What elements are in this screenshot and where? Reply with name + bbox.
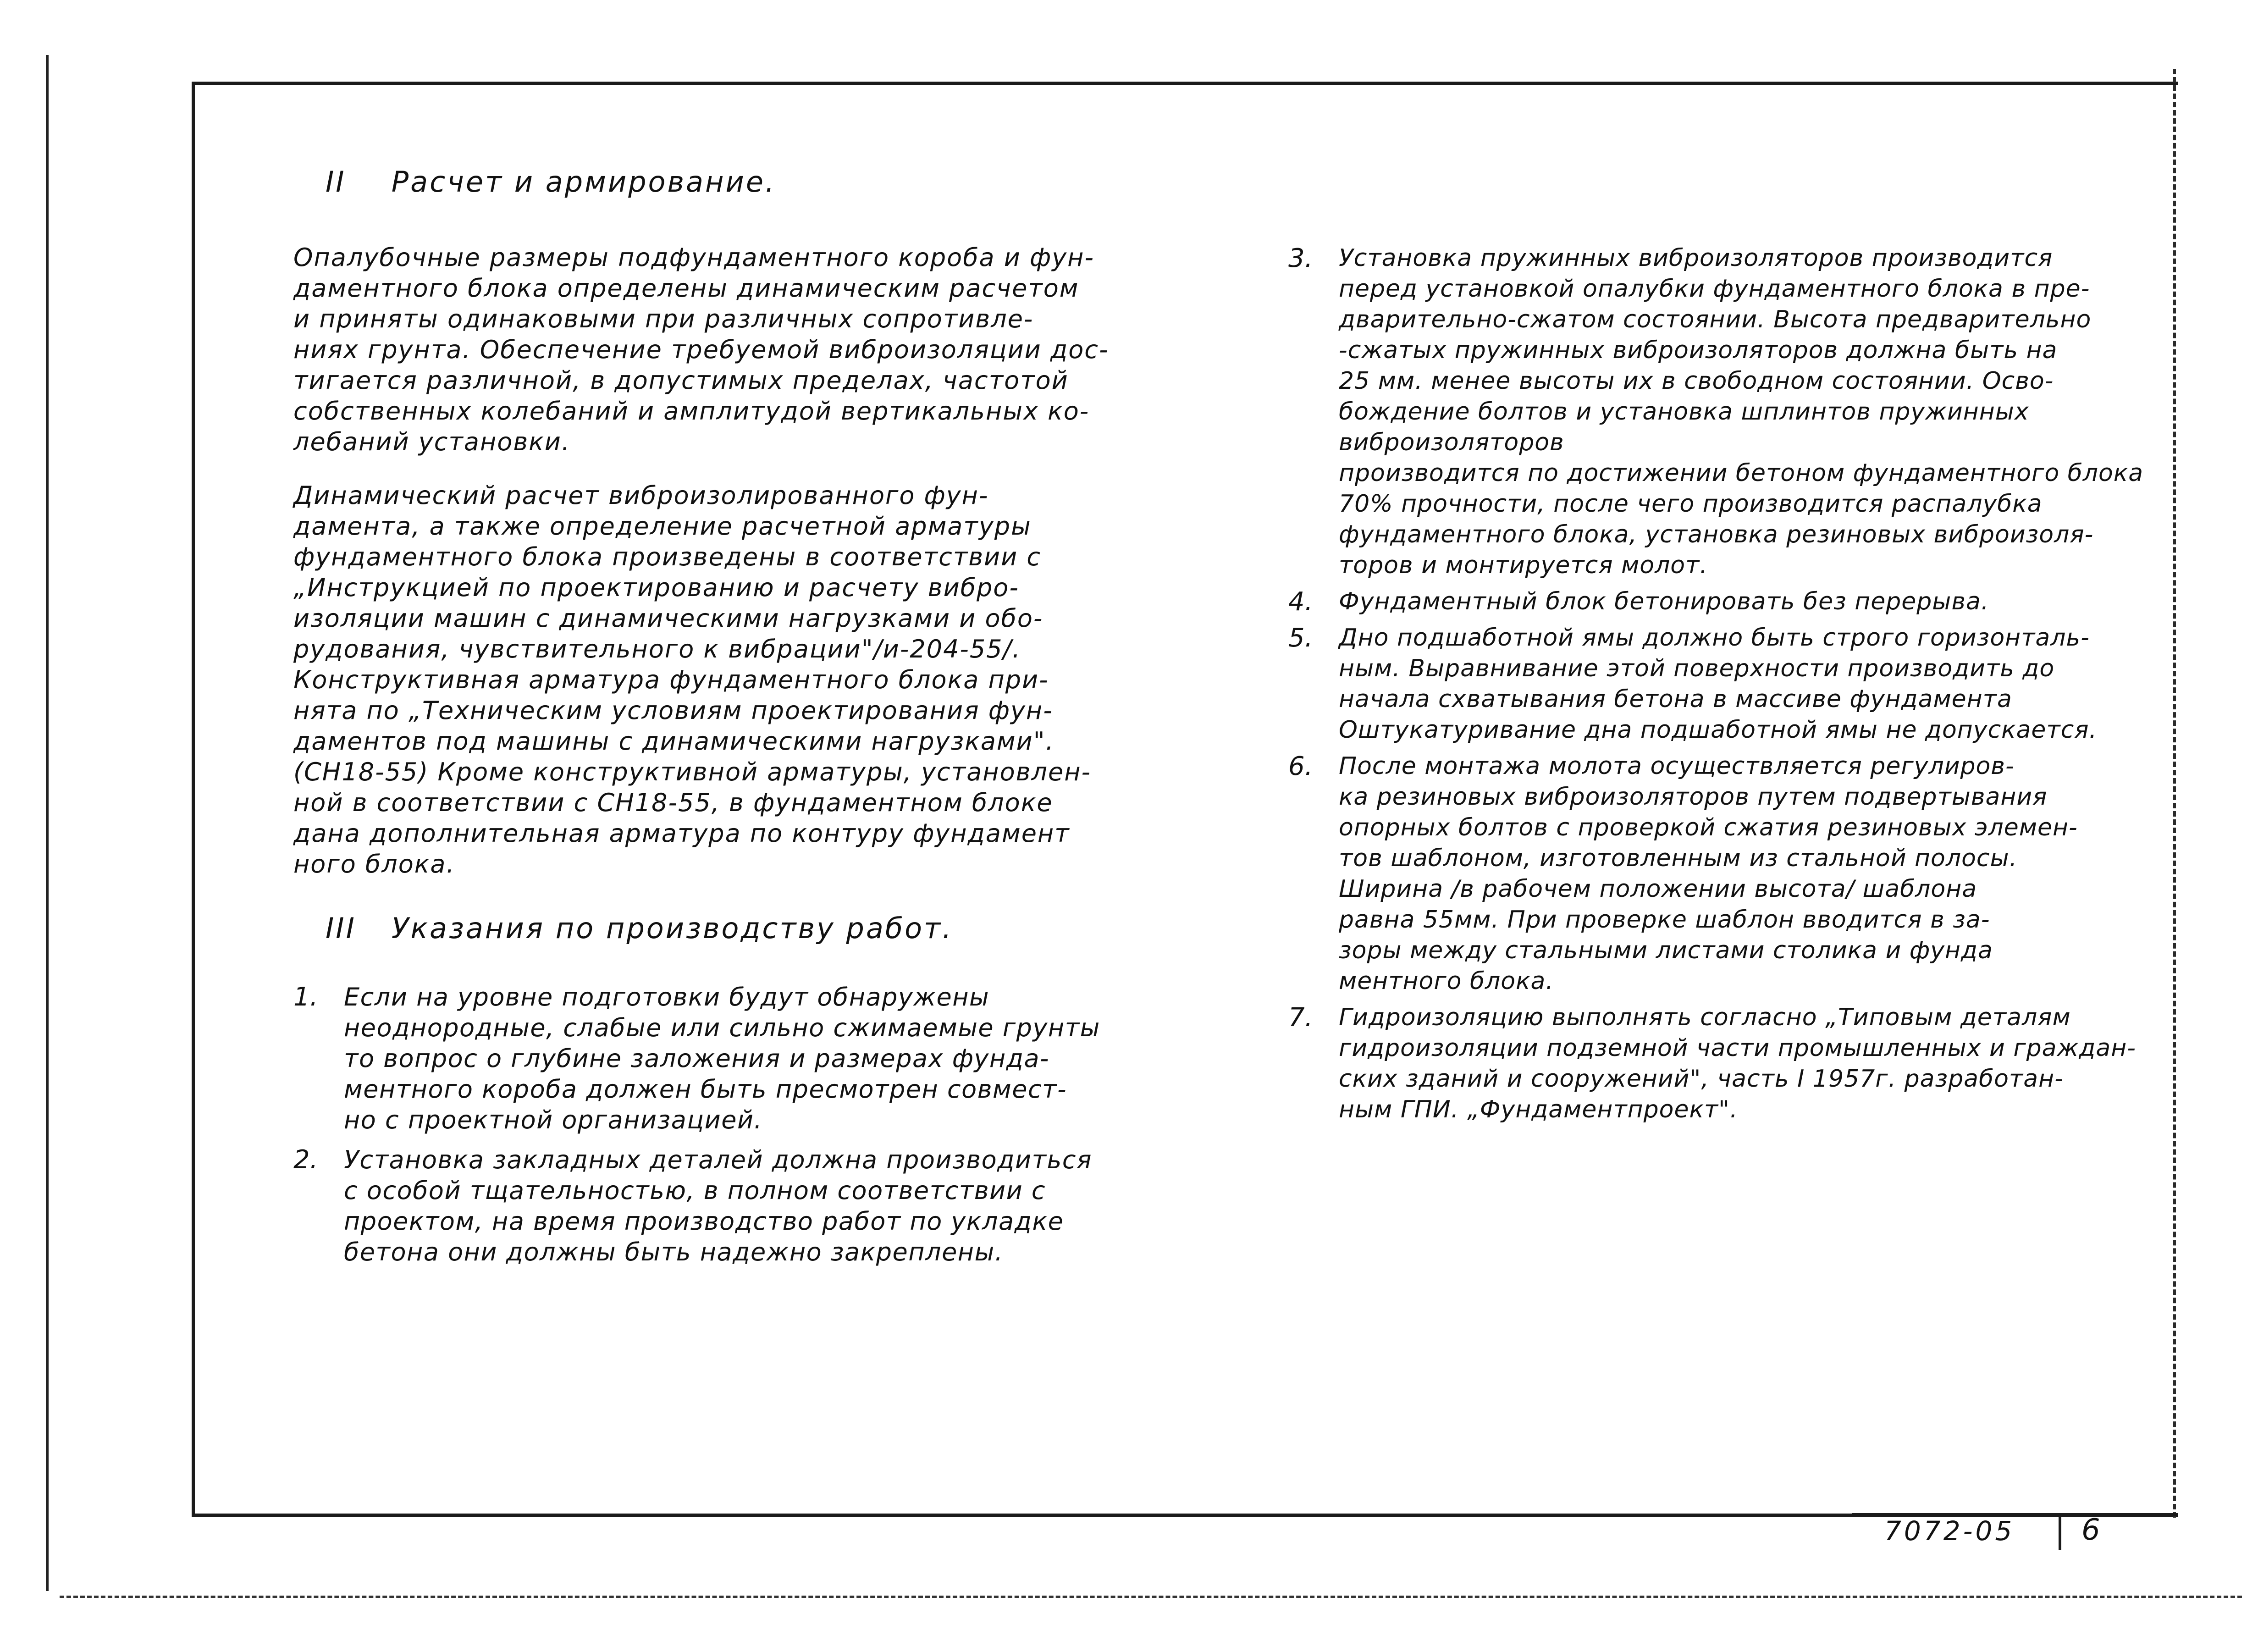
right-column bbox=[1288, 243, 2187, 1131]
calc-paragraph-1: Опалубочные размеры подфундаментного короба и фун- даментного блока определены динамическим расчетом и приняты одинаковыми при различных сопротивле- ниях грунта. Обеспечение требуемой виброизоляции дос- тигается различной, в допустимых пределах, частотой собственных колебаний и амплитудой вертикальных ко- лебаний установки. bbox=[293, 243, 1109, 456]
item-text: Дно подшаботной ямы должно быть строго горизонталь- ным. Выравнивание этой поверхности производить до начала схватывания бетона в массиве фундамента Оштукатуривание дна подшаботной ямы не допускается. bbox=[1339, 624, 2098, 744]
item-number: 4. bbox=[1288, 587, 1313, 617]
item-number: 5. bbox=[1288, 623, 1313, 653]
works-heading-number: III bbox=[326, 912, 356, 945]
sheet-edge-left bbox=[46, 55, 49, 1591]
document-code: 7072-05 bbox=[1884, 1515, 2015, 1547]
item-number: 3. bbox=[1288, 243, 1313, 273]
works-item-3 bbox=[1288, 243, 2187, 581]
works-item-2 bbox=[293, 1144, 1247, 1267]
works-heading bbox=[326, 912, 1247, 945]
sheet-number: 6 bbox=[2081, 1513, 2100, 1547]
title-block-divider bbox=[2059, 1513, 2061, 1550]
calc-heading bbox=[326, 165, 1247, 199]
calc-heading-number: II bbox=[326, 165, 346, 199]
item-number: 1. bbox=[293, 982, 318, 1012]
sheet-edge-bottom bbox=[60, 1596, 2242, 1598]
calc-paragraph-2: Динамический расчет виброизолированного фун- дамента, а также определение расчетной арматуры фундаментного блока произведены в соответствии с „Инструкцией по проектированию и расчету вибро- изоляции машин с динамическими нагрузками и обо- рудования, чувствительного к вибрации"/и-204-55/. Конструктивная арматура фундаментного блока при- нята по „Техническим условиям проектирования фун- даментов под машины с динамическими нагрузками". (СН18-55) Кроме конструктивной арматуры, установлен- ной в соответствии с СН18-55, в фундаментном блоке дана дополнительная арматура по контуру фундамент ного блока. bbox=[293, 481, 1091, 878]
calc-heading-title: Расчет и армирование. bbox=[391, 165, 776, 199]
works-item-1 bbox=[293, 982, 1247, 1135]
item-number: 2. bbox=[293, 1145, 318, 1175]
works-item-7 bbox=[1288, 1002, 2187, 1125]
works-heading-title: Указания по производству работ. bbox=[391, 912, 953, 945]
item-text: Установка пружинных виброизоляторов производится перед установкой опалубки фундаментного блока в пре- дварительно-сжатом состоянии. Высота предварительно -сжатых пружинных виброизоляторов должна быть на 25 мм. менее высоты их в свободном состоянии. Осво- бождение болтов и установка шплинтов пружинных виброизоляторов производится по достижении бетоном фундаментного блока 70% прочности, после чего производится распалубка фундаментного блока, установка резиновых виброизоля- торов и монтируется молот. bbox=[1339, 244, 2144, 579]
item-number: 7. bbox=[1288, 1003, 1313, 1033]
left-column bbox=[293, 165, 1247, 1276]
item-text: Фундаментный блок бетонировать без перерыва. bbox=[1339, 588, 1989, 615]
item-text: Гидроизоляцию выполнять согласно „Типовым деталям гидроизоляции подземной части промышленных и граждан- ских зданий и сооружений", часть I 1957г. разработан- ным ГПИ. „Фундаментпроект". bbox=[1339, 1004, 2136, 1123]
item-text: Если на уровне подготовки будут обнаружены неоднородные, слабые или сильно сжимаемые грунты то вопрос о глубине заложения и размерах фунда- ментного короба должен быть пресмотрен совмест- но с проектной организацией. bbox=[344, 983, 1100, 1134]
item-text: Установка закладных деталей должна производиться с особой тщательностью, в полном соответствии с проектом, на время производство работ по укладке бетона они должны быть надежно закреплены. bbox=[344, 1145, 1092, 1266]
item-text: После монтажа молота осуществляется регулиров- ка резиновых виброизоляторов путем подвертывания опорных болтов с проверкой сжатия резиновых элемен- тов шаблоном, изготовленным из стальной полосы. Ширина /в рабочем положении высота/ шаблона равна 55мм. При проверке шаблон вводится в за- зоры между стальными листами столика и фунда ментного блока. bbox=[1339, 752, 2078, 995]
item-number: 6. bbox=[1288, 751, 1313, 781]
works-item-4 bbox=[1288, 586, 2187, 617]
works-item-5 bbox=[1288, 623, 2187, 746]
works-item-6 bbox=[1288, 751, 2187, 997]
